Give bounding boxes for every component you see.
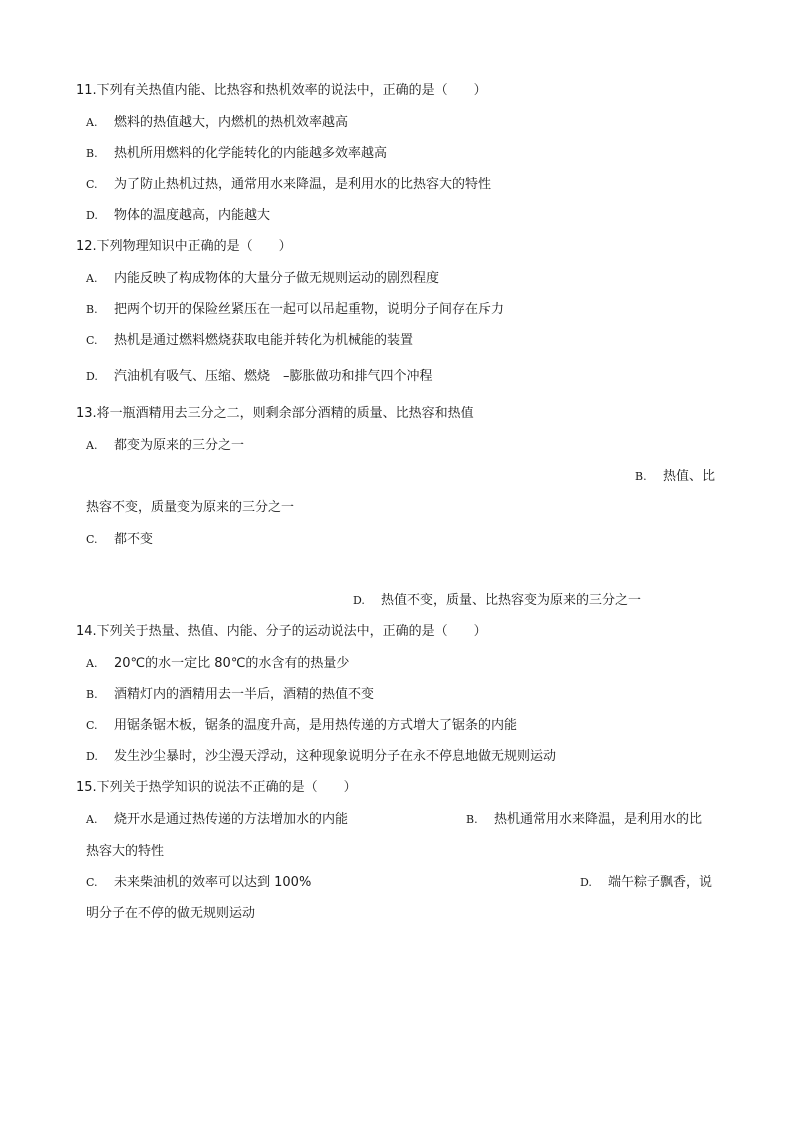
q11-option-d-letter: D. xyxy=(86,209,98,222)
q15-option-a-letter: A. xyxy=(86,813,98,826)
q13-option-a-text: 都变为原来的三分之一 xyxy=(114,438,245,453)
q11-option-b-text: 热机所用燃料的化学能转化的内能越多效率越高 xyxy=(114,146,388,161)
question-14-stem: 14.下列关于热量、热值、内能、分子的运动说法中，正确的是（ ） xyxy=(76,624,487,639)
q15-option-d-continuation: 明分子在不停的做无规则运动 xyxy=(86,906,256,921)
question-11-stem: 11.下列有关热值内能、比热容和热机效率的说法中，正确的是（ ） xyxy=(76,83,487,98)
q12-option-d-text: 汽油机有吸气、压缩、燃烧 –膨胀做功和排气四个冲程 xyxy=(114,369,433,384)
q11-option-b-letter: B. xyxy=(86,147,98,160)
q15-option-d-text: 端午粽子飘香，说 xyxy=(608,875,713,890)
q11-option-a-letter: A. xyxy=(86,116,98,129)
q13-option-b-continuation: 热容不变，质量变为原来的三分之一 xyxy=(86,500,295,515)
question-12-stem: 12.下列物理知识中正确的是（ ） xyxy=(76,239,292,254)
q12-option-a-text: 内能反映了构成物体的大量分子做无规则运动的剧烈程度 xyxy=(114,271,440,286)
q12-option-a-letter: A. xyxy=(86,272,98,285)
q13-option-b-letter: B. xyxy=(635,470,647,483)
q15-option-c-text: 未来柴油机的效率可以达到 100% xyxy=(114,875,312,890)
q11-option-a-text: 燃料的热值越大，内燃机的热机效率越高 xyxy=(114,115,349,130)
q14-option-a-letter: A. xyxy=(86,657,98,670)
q13-option-d-text: 热值不变，质量、比热容变为原来的三分之一 xyxy=(381,593,642,608)
q14-option-d-letter: D. xyxy=(86,750,98,763)
q15-option-c-letter: C. xyxy=(86,876,98,889)
q14-option-c-text: 用锯条锯木板，锯条的温度升高，是用热传递的方式增大了锯条的内能 xyxy=(114,718,518,733)
question-15-stem: 15.下列关于热学知识的说法不正确的是（ ） xyxy=(76,780,357,795)
q15-option-a-text: 烧开水是通过热传递的方法增加水的内能 xyxy=(114,812,349,827)
q12-option-b-letter: B. xyxy=(86,303,98,316)
q13-option-c-text: 都不变 xyxy=(114,532,154,547)
q14-option-d-text: 发生沙尘暴时，沙尘漫天浮动，这种现象说明分子在永不停息地做无规则运动 xyxy=(114,749,557,764)
q12-option-c-letter: C. xyxy=(86,334,98,347)
q15-option-d-letter: D. xyxy=(580,876,592,889)
q14-option-b-letter: B. xyxy=(86,688,98,701)
q13-option-a-letter: A. xyxy=(86,439,98,452)
q14-option-b-text: 酒精灯内的酒精用去一半后，酒精的热值不变 xyxy=(114,687,375,702)
q11-option-c-letter: C. xyxy=(86,178,98,191)
q12-option-c-text: 热机是通过燃料燃烧获取电能并转化为机械能的装置 xyxy=(114,333,414,348)
q11-option-c-text: 为了防止热机过热，通常用水来降温，是利用水的比热容大的特性 xyxy=(114,177,492,192)
q15-option-b-letter: B. xyxy=(466,813,478,826)
q15-option-b-text: 热机通常用水来降温，是利用水的比 xyxy=(494,812,703,827)
q12-option-b-text: 把两个切开的保险丝紧压在一起可以吊起重物，说明分子间存在斥力 xyxy=(114,302,505,317)
q13-option-b-text: 热值、比 xyxy=(663,469,716,484)
q12-option-d-letter: D. xyxy=(86,370,98,383)
q14-option-c-letter: C. xyxy=(86,719,98,732)
q13-option-d-letter: D. xyxy=(353,594,365,607)
q14-option-a-text: 20℃的水一定比 80℃的水含有的热量少 xyxy=(114,656,350,671)
q13-option-c-letter: C. xyxy=(86,533,98,546)
question-13-stem: 13.将一瓶酒精用去三分之二，则剩余部分酒精的质量、比热容和热值 xyxy=(76,406,474,421)
q11-option-d-text: 物体的温度越高，内能越大 xyxy=(114,208,271,223)
q15-option-b-continuation: 热容大的特性 xyxy=(86,844,165,859)
